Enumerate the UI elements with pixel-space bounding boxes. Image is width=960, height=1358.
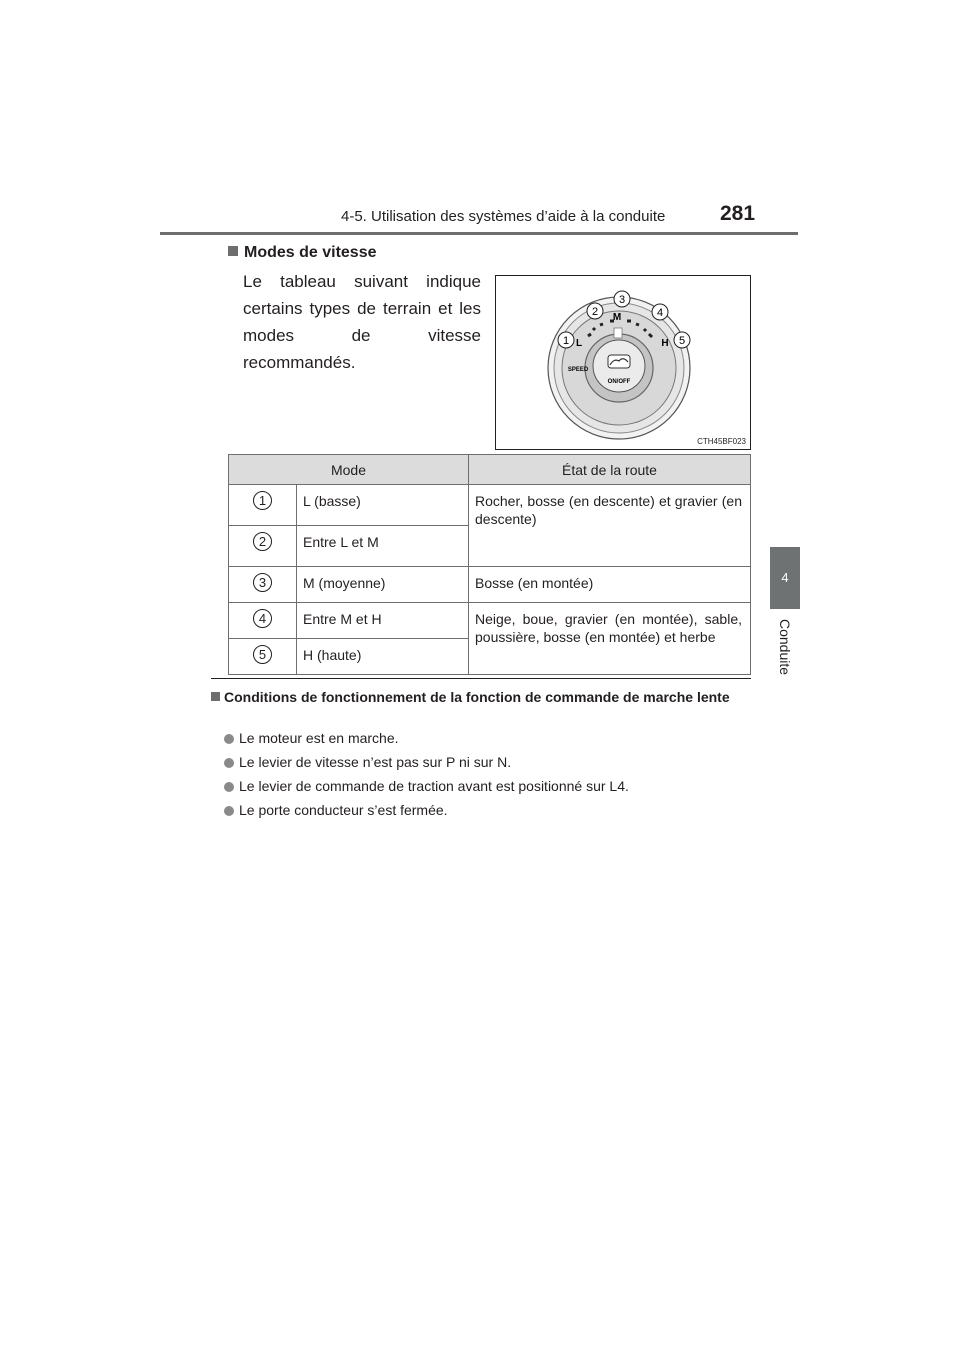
table-row [229, 567, 751, 603]
mode-name: Entre M et H [297, 603, 469, 639]
section-title: Modes de vitesse [228, 244, 377, 262]
figure-code: CTH45BF023 [697, 437, 746, 446]
mode-name: M (moyenne) [297, 567, 469, 603]
list-item: Le levier de vitesse n’est pas sur P ni sur N. [224, 752, 754, 776]
running-header: 4-5. Utilisation des systèmes d’aide à la conduite [341, 208, 666, 225]
road-condition: Neige, boue, gravier (en montée), sable, poussière, bosse (en montée) et herbe [469, 603, 751, 675]
bullet-dot-icon [224, 734, 234, 744]
dial-label-onoff: ON/OFF [607, 379, 631, 385]
table-row [229, 603, 751, 639]
callout-1: 1 [562, 335, 570, 347]
callout-3: 3 [618, 294, 626, 306]
callout-5: 5 [678, 335, 686, 347]
road-condition: Bosse (en montée) [469, 567, 751, 603]
table-header-mode: Mode [229, 455, 469, 485]
dial-label-m: M [612, 312, 622, 323]
table-header-road: État de la route [469, 455, 751, 485]
section-divider [211, 678, 751, 679]
bullet-dot-icon [224, 806, 234, 816]
dial-label-l: L [575, 338, 583, 349]
operation-conditions-title: Conditions de fonctionnement de la fonction de commande de marche lente [211, 687, 751, 707]
mode-number: 2 [253, 532, 272, 551]
list-item: Le porte conducteur s’est fermée. [224, 800, 754, 824]
road-condition: Rocher, bosse (en descente) et gravier (en descente) [469, 485, 751, 567]
operation-conditions-list [224, 728, 754, 824]
list-item: Le moteur est en marche. [224, 728, 754, 752]
mode-name: H (haute) [297, 639, 469, 675]
mode-number: 4 [253, 609, 272, 628]
list-item: Le levier de commande de traction avant est positionné sur L4. [224, 776, 754, 800]
mode-number: 5 [253, 645, 272, 664]
page-number: 281 [720, 202, 756, 225]
speed-dial-illustration [496, 276, 750, 449]
callout-4: 4 [656, 307, 664, 319]
speed-mode-table [228, 454, 751, 675]
header-rule [160, 232, 798, 235]
mode-number: 3 [253, 573, 272, 592]
dial-label-speed: SPEED [567, 367, 589, 373]
bullet-dot-icon [224, 758, 234, 768]
square-bullet-icon [211, 692, 220, 701]
chapter-tab[interactable]: 4 [770, 547, 800, 609]
chapter-tab-label: Conduite [777, 618, 793, 676]
mode-number: 1 [253, 491, 272, 510]
square-bullet-icon [228, 246, 238, 256]
mode-name: L (basse) [297, 485, 469, 526]
intro-paragraph: Le tableau suivant indique certains types de terrain et les modes de vitesse recommandés. [243, 272, 481, 372]
bullet-dot-icon [224, 782, 234, 792]
dial-label-h: H [661, 338, 669, 349]
mode-name: Entre L et M [297, 526, 469, 567]
table-row [229, 485, 751, 526]
callout-2: 2 [591, 306, 599, 318]
speed-dial-figure [495, 275, 751, 450]
